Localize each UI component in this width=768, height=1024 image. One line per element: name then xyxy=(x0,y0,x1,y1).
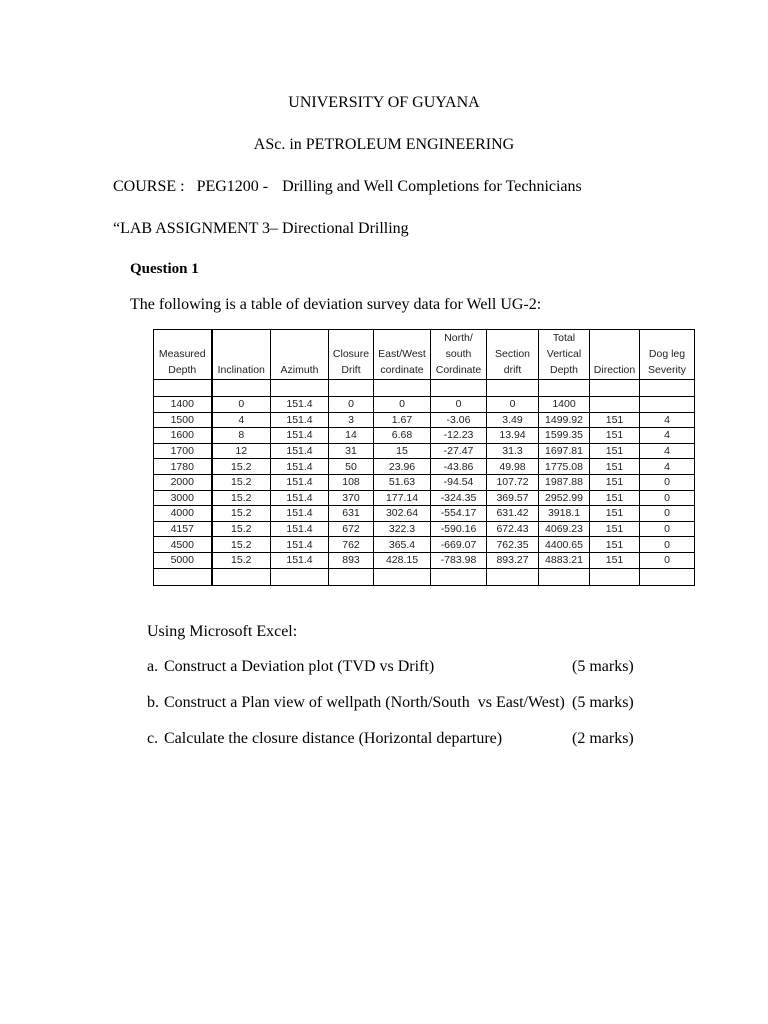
table-cell: 631.42 xyxy=(487,506,539,522)
table-cell: 15.2 xyxy=(212,490,271,506)
table-cell: 15.2 xyxy=(212,506,271,522)
table-cell: 15.2 xyxy=(212,521,271,537)
table-row xyxy=(154,537,695,553)
table-cell: 4500 xyxy=(154,537,212,553)
table-cell: 151.4 xyxy=(271,459,329,475)
column-header xyxy=(539,330,590,380)
table-cell xyxy=(539,568,590,585)
column-header-line: Section xyxy=(494,348,531,360)
question-intro: The following is a table of deviation survey data for Well UG-2: xyxy=(130,296,542,313)
table-cell: 4069.23 xyxy=(539,521,590,537)
table-cell: 15.2 xyxy=(212,459,271,475)
column-header-line: Measured xyxy=(158,348,206,360)
instructions-intro: Using Microsoft Excel: xyxy=(147,623,298,640)
table-cell: 762.35 xyxy=(487,537,539,553)
table-row xyxy=(154,521,695,537)
table-cell: 2952.99 xyxy=(539,490,590,506)
table-row xyxy=(154,552,695,568)
column-header-line: Total xyxy=(552,332,576,344)
question-title: Question 1 xyxy=(130,261,199,277)
assignment-title: “LAB ASSIGNMENT 3– Directional Drilling xyxy=(113,220,409,237)
table-cell: 4 xyxy=(212,412,271,428)
table-cell: 365.4 xyxy=(374,537,431,553)
table-cell: 151 xyxy=(590,474,640,490)
instruction-text: Construct a Plan view of wellpath (North/South vs East/West) xyxy=(164,694,565,711)
table-cell: 3000 xyxy=(154,490,212,506)
instruction-label: a. xyxy=(147,658,159,675)
table-cell: 5000 xyxy=(154,552,212,568)
table-cell: -783.98 xyxy=(431,552,487,568)
course-label: COURSE : xyxy=(113,178,185,195)
table-cell: 151 xyxy=(590,428,640,444)
table-cell: 151 xyxy=(590,490,640,506)
table-cell xyxy=(431,380,487,397)
table-row xyxy=(154,506,695,522)
table-row xyxy=(154,459,695,475)
column-header-line: Drift xyxy=(341,364,361,376)
table-cell: 370 xyxy=(329,490,374,506)
table-cell: 12 xyxy=(212,443,271,459)
table-cell: 672 xyxy=(329,521,374,537)
table-cell: 151.4 xyxy=(271,521,329,537)
table-cell: 151 xyxy=(590,521,640,537)
table-cell: 1987.88 xyxy=(539,474,590,490)
table-cell: 0 xyxy=(374,397,431,413)
table-cell: -94.54 xyxy=(431,474,487,490)
table-cell: 1400 xyxy=(539,397,590,413)
table-cell: 3.49 xyxy=(487,412,539,428)
table-cell: 3 xyxy=(329,412,374,428)
instruction-item xyxy=(147,730,502,748)
table-cell: 151 xyxy=(590,506,640,522)
instruction-item xyxy=(147,658,434,676)
table-row-empty xyxy=(154,380,695,397)
table-cell: 151 xyxy=(590,537,640,553)
table-cell: 1697.81 xyxy=(539,443,590,459)
table-cell: -27.47 xyxy=(431,443,487,459)
column-header-line: drift xyxy=(503,364,522,376)
table-cell: 14 xyxy=(329,428,374,444)
column-header-line: Closure xyxy=(332,348,370,360)
table-cell: 4883.21 xyxy=(539,552,590,568)
table-cell: 51.63 xyxy=(374,474,431,490)
table-cell: 4400.65 xyxy=(539,537,590,553)
table-row xyxy=(154,443,695,459)
table-cell: 369.57 xyxy=(487,490,539,506)
column-header-line: East/West xyxy=(378,348,426,360)
table-header-row xyxy=(154,330,695,380)
column-header xyxy=(590,330,640,380)
instruction-marks: (2 marks) xyxy=(572,730,634,747)
table-cell: 631 xyxy=(329,506,374,522)
table-cell xyxy=(374,568,431,585)
column-header xyxy=(329,330,374,380)
table-cell: 151.4 xyxy=(271,412,329,428)
table-cell: 151.4 xyxy=(271,428,329,444)
table-cell xyxy=(640,397,695,413)
column-header-line: Severity xyxy=(648,364,686,376)
program-name: ASc. in PETROLEUM ENGINEERING xyxy=(253,136,515,153)
table-cell: 151.4 xyxy=(271,474,329,490)
table-cell: 50 xyxy=(329,459,374,475)
table-cell: 1500 xyxy=(154,412,212,428)
table-cell: 23.96 xyxy=(374,459,431,475)
instruction-text: Construct a Deviation plot (TVD vs Drift) xyxy=(164,658,435,675)
table-cell: 177.14 xyxy=(374,490,431,506)
table-cell xyxy=(590,568,640,585)
table-cell: 151 xyxy=(590,443,640,459)
table-cell xyxy=(329,380,374,397)
column-header-line: Inclination xyxy=(217,364,265,376)
table-row xyxy=(154,474,695,490)
table-cell: 0 xyxy=(640,474,695,490)
table-cell xyxy=(271,568,329,585)
instruction-marks: (5 marks) xyxy=(572,694,634,711)
table-cell: 15.2 xyxy=(212,537,271,553)
table-cell: 893.27 xyxy=(487,552,539,568)
table-cell: 0 xyxy=(640,521,695,537)
table-cell: 428.15 xyxy=(374,552,431,568)
instruction-marks: (5 marks) xyxy=(572,658,634,675)
table-cell xyxy=(212,568,271,585)
column-header xyxy=(640,330,695,380)
table-cell xyxy=(590,380,640,397)
column-header-line: Azimuth xyxy=(280,364,319,376)
table-cell: 31.3 xyxy=(487,443,539,459)
column-header xyxy=(431,330,487,380)
table-cell xyxy=(271,380,329,397)
course-code: PEG1200 - xyxy=(196,178,269,195)
table-row xyxy=(154,428,695,444)
column-header xyxy=(154,330,212,380)
table-cell xyxy=(154,380,212,397)
table-cell: 13.94 xyxy=(487,428,539,444)
table-cell: -590.16 xyxy=(431,521,487,537)
course-title: Drilling and Well Completions for Technicians xyxy=(282,178,582,195)
table-cell: 151.4 xyxy=(271,490,329,506)
table-cell: 151.4 xyxy=(271,552,329,568)
table-cell: 151 xyxy=(590,412,640,428)
column-header xyxy=(212,330,271,380)
table-cell: 322.3 xyxy=(374,521,431,537)
table-cell: 0 xyxy=(487,397,539,413)
table-cell xyxy=(154,568,212,585)
column-header-line: cordinate xyxy=(380,364,424,376)
table-cell: 0 xyxy=(212,397,271,413)
column-header-line: North/ xyxy=(444,332,473,344)
column-header-line: Dog leg xyxy=(648,348,686,360)
table-cell: 15 xyxy=(374,443,431,459)
table-cell xyxy=(329,568,374,585)
table-cell: 4 xyxy=(640,459,695,475)
column-header xyxy=(374,330,431,380)
table-cell: 672.43 xyxy=(487,521,539,537)
table-cell: 0 xyxy=(431,397,487,413)
table-cell: 4157 xyxy=(154,521,212,537)
instruction-label: c. xyxy=(147,730,159,747)
table-cell: -669.07 xyxy=(431,537,487,553)
table-cell: 1.67 xyxy=(374,412,431,428)
table-cell: 762 xyxy=(329,537,374,553)
column-header xyxy=(487,330,539,380)
table-cell xyxy=(487,568,539,585)
table-cell xyxy=(212,380,271,397)
table-cell: 108 xyxy=(329,474,374,490)
table-cell: 31 xyxy=(329,443,374,459)
instruction-label: b. xyxy=(147,694,159,711)
deviation-survey-table xyxy=(153,329,695,586)
table-cell: 1400 xyxy=(154,397,212,413)
table-cell: -12.23 xyxy=(431,428,487,444)
column-header-line: Depth xyxy=(168,364,197,376)
table-cell xyxy=(539,380,590,397)
table-cell: 4 xyxy=(640,443,695,459)
table-cell: 1700 xyxy=(154,443,212,459)
table-cell: 0 xyxy=(640,537,695,553)
table-cell: 4 xyxy=(640,428,695,444)
table-cell: 107.72 xyxy=(487,474,539,490)
table-cell: 4000 xyxy=(154,506,212,522)
table-cell: 15.2 xyxy=(212,474,271,490)
table-cell: -3.06 xyxy=(431,412,487,428)
table-cell: 15.2 xyxy=(212,552,271,568)
table-cell: 0 xyxy=(640,506,695,522)
column-header-line: south xyxy=(445,348,472,360)
course-line xyxy=(113,178,582,196)
table-cell: 0 xyxy=(640,490,695,506)
table-cell: 302.64 xyxy=(374,506,431,522)
table-row-empty xyxy=(154,568,695,585)
table-cell: -43.86 xyxy=(431,459,487,475)
column-header-line: Direction xyxy=(593,364,636,376)
table-row xyxy=(154,397,695,413)
table-cell: -554.17 xyxy=(431,506,487,522)
table-cell xyxy=(640,380,695,397)
column-header xyxy=(271,330,329,380)
table-cell xyxy=(640,568,695,585)
table-cell: -324.35 xyxy=(431,490,487,506)
column-header-line: Vertical xyxy=(546,348,582,360)
table-body xyxy=(154,380,695,586)
table-cell: 1599.35 xyxy=(539,428,590,444)
table-cell: 893 xyxy=(329,552,374,568)
table-cell xyxy=(374,380,431,397)
table-cell xyxy=(590,397,640,413)
column-header-line: Depth xyxy=(549,364,579,376)
table-cell: 0 xyxy=(640,552,695,568)
table-cell: 1499.92 xyxy=(539,412,590,428)
table-cell: 1780 xyxy=(154,459,212,475)
table-cell: 151.4 xyxy=(271,506,329,522)
table-cell xyxy=(487,380,539,397)
table-cell: 8 xyxy=(212,428,271,444)
table-row xyxy=(154,412,695,428)
table-cell: 0 xyxy=(329,397,374,413)
table-cell: 6.68 xyxy=(374,428,431,444)
table-cell: 151.4 xyxy=(271,397,329,413)
table-cell: 151 xyxy=(590,552,640,568)
column-header-line: Cordinate xyxy=(435,364,482,376)
table-cell: 4 xyxy=(640,412,695,428)
university-name: UNIVERSITY OF GUYANA xyxy=(288,94,480,111)
table-cell: 49.98 xyxy=(487,459,539,475)
table-row xyxy=(154,490,695,506)
table-cell: 151 xyxy=(590,459,640,475)
table-cell: 1775.08 xyxy=(539,459,590,475)
table-cell xyxy=(431,568,487,585)
table-cell: 3918.1 xyxy=(539,506,590,522)
table-cell: 2000 xyxy=(154,474,212,490)
instruction-item xyxy=(147,694,565,712)
table-cell: 151.4 xyxy=(271,443,329,459)
table-cell: 151.4 xyxy=(271,537,329,553)
instruction-text: Calculate the closure distance (Horizontal departure) xyxy=(164,730,503,747)
table-cell: 1600 xyxy=(154,428,212,444)
